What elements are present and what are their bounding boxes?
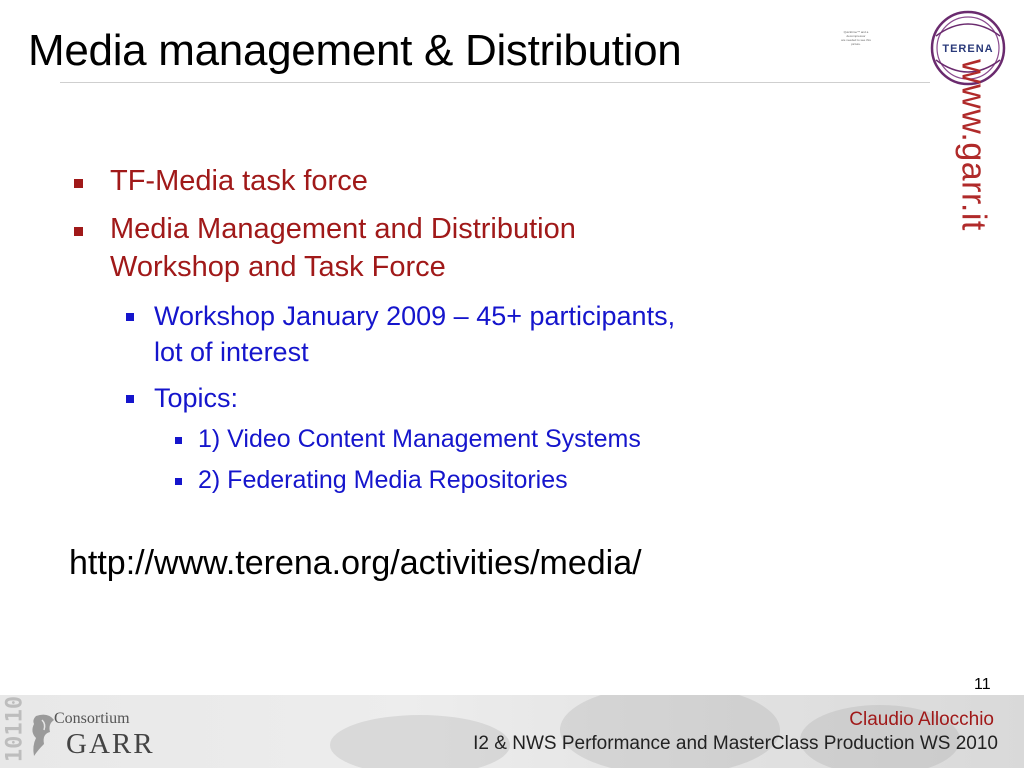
binary-text: 10110 <box>2 695 28 763</box>
placeholder-note-line: are needed to see this picture. <box>841 38 871 46</box>
title-divider <box>60 82 930 83</box>
placeholder-note <box>836 30 876 46</box>
bullet-text: lot of interest <box>154 337 309 367</box>
bullet-text: TF-Media task force <box>110 165 368 197</box>
garr-logo <box>28 708 158 762</box>
terena-media-link[interactable]: http://www.terena.org/activities/media/ <box>69 544 642 582</box>
slide-title: Media management & Distribution <box>28 26 682 75</box>
bullet-item-level-1 <box>0 162 368 200</box>
bullet-square-icon <box>175 478 182 485</box>
garr-website-label <box>938 59 1008 231</box>
event-name: I2 & NWS Performance and MasterClass Production WS 2010 <box>473 733 998 754</box>
bullet-text: Media Management and Distribution <box>110 213 576 245</box>
author-name: Claudio Allocchio <box>849 709 994 730</box>
bullet-square-icon <box>126 395 134 403</box>
bullet-square-icon <box>74 179 83 188</box>
bullet-text: Topics: <box>154 383 239 413</box>
placeholder-note-line: decompressor <box>846 34 866 38</box>
terena-logo-text: TERENA <box>942 43 994 55</box>
placeholder-note-line: Quicktime™ and a <box>843 30 869 34</box>
bullet-text: 2) Federating Media Repositories <box>198 466 568 494</box>
garr-website-text: www.garr.it <box>954 59 993 231</box>
footer-map-shape <box>560 695 780 768</box>
bullet-square-icon <box>175 437 182 444</box>
garr-logo-name: GARR <box>66 728 155 760</box>
page-number: 11 <box>974 676 991 693</box>
bullet-item-level-1 <box>0 210 576 286</box>
bullet-item-level-3 <box>0 424 641 454</box>
bullet-text: Workshop and Task Force <box>110 251 446 283</box>
bullet-item-level-2 <box>0 380 239 416</box>
bullet-square-icon <box>74 227 83 236</box>
bullet-text: Workshop January 2009 – 45+ participants, <box>154 301 676 331</box>
garr-logo-consortium: Consortium <box>54 710 130 727</box>
bullet-item-level-3 <box>0 465 568 495</box>
binary-decoration <box>2 690 28 768</box>
bullet-square-icon <box>126 313 134 321</box>
bullet-text: 1) Video Content Management Systems <box>198 425 641 453</box>
bullet-item-level-2 <box>0 298 676 370</box>
